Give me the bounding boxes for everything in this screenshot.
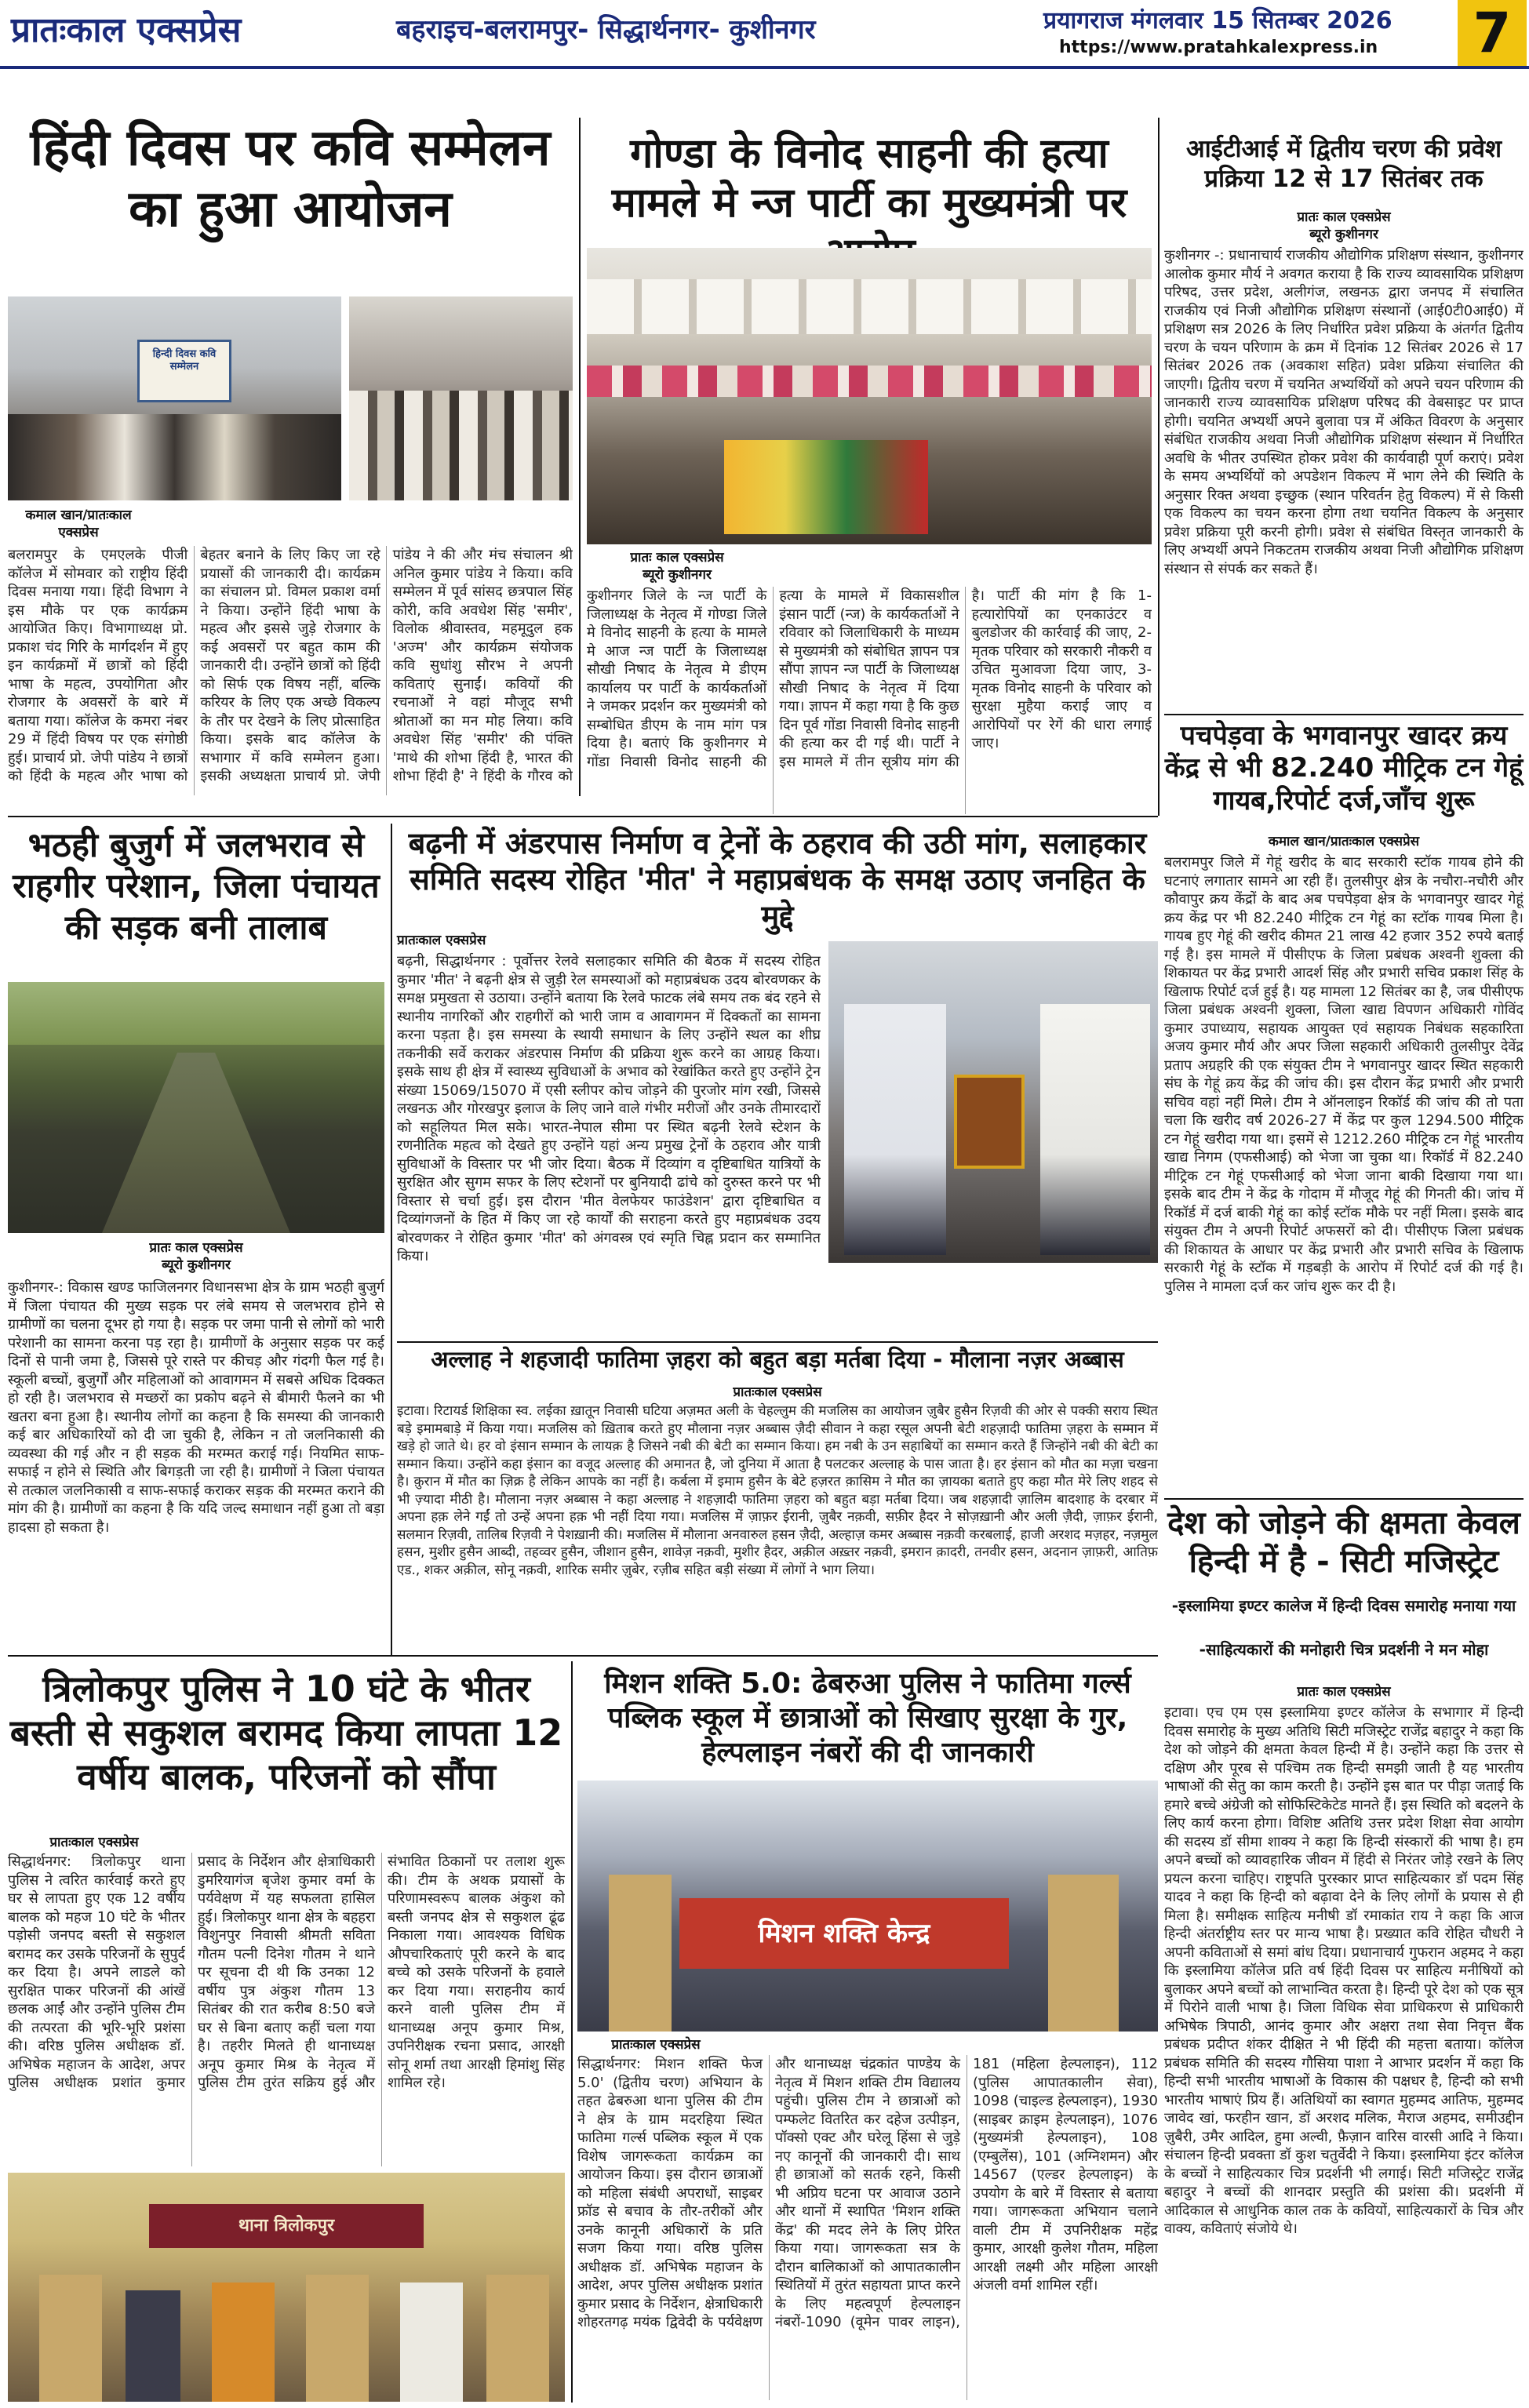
body-a9: सिद्धार्थनगर: त्रिलोकपुर थाना पुलिस ने त्वरित कार्रवाई करते हुए घर से लापता हुए एक 12 वर्षीय बालक को महज 10 घंटे के भीतर पड़ोसी जनपद बस्ती से सकुशल बरामद कर उसके परिजनों के सुपुर्द कर दिया है। अपने लाडले को सुरक्षित पाकर परिजनों की आंखें छलक आईं और उन्होंने पुलिस टीम की तत्परता की भूरि-भूरि प्रशंसा की। वरिष्ठ पुलिस अधीक्षक डॉ. अभिषेक महाजन के आदेश, अपर पुलिस अधीक्षक प्रशांत कुमार प्रसाद के निर्देशन और क्षेत्राधिकारी डुमरियागंज बृजेश कुमार वर्मा के पर्यवेक्षण में यह सफलता हासिल हुई। त्रिलोकपुर थाना क्षेत्र के बहहरा विशुनपुर निवासी श्रीमती सविता गौतम पत्नी दिनेश गौतम ने थाने पर सूचना दी थी कि उनका 12 वर्षीय पुत्र अंकुश गौतम 13 सितंबर की रात करीब 8:50 बजे घर से बिना बताए कहीं चला गया है। तहरीर मिलते ही थानाध्यक्ष अनूप कुमार मिश्र के नेतृत्व में पुलिस टीम तुरंत सक्रिय हुई और संभावित ठिकानों पर तलाश शुरू की। टीम के अथक प्रयासों के परिणामस्वरूप बालक अंकुश को बस्ती जनपद क्षेत्र से सकुशल ढूंढ निकाला गया। आवश्यक विधिक औपचारिकताएं पूरी करने के बाद बच्चे को उसके परिजनों के हवाले कर दिया गया। सराहनीय कार्य करने वाली पुलिस टीम में थानाध्यक्ष अनूप कुमार मिश्र, उपनिरीक्षक रचना प्रसाद, आरक्षी सोनू शर्मा तथा आरक्षी हिमांशु सिंह शामिल रहे। xyxy=(8,1853,565,2091)
byline-a7: प्रातःकाल एक्सप्रेस xyxy=(733,1384,822,1400)
subhead-a8-2: -साहित्यकारों की मनोहारी चित्र प्रदर्शनी ने मन मोहा xyxy=(1199,1640,1489,1659)
police-station-board: थाना त्रिलोकपुर xyxy=(149,2204,424,2248)
award-ceremony-photo xyxy=(828,941,1158,1263)
event-banner xyxy=(137,340,231,402)
byline-a1: कमाल खान/प्रातःकाल एक्सप्रेस xyxy=(25,507,132,540)
vip-protest-photo xyxy=(587,248,1152,544)
headline-hindi-diwas: हिंदी दिवस पर कवि सम्मेलन का हुआ आयोजन xyxy=(30,119,551,239)
body-a7: इटावा। रिटायर्ड शिक्षिका स्व. लईका ख़ातून निवासी घटिया अज़मत अली के चेहल्लुम की मजलिस का आयोजन ज़ुबैर हुसैन रिज़वी की ओर से पक्की सराय स्थित बड़े इमामबाड़े में किया गया। मजलिस को ख़िताब करते हुए मौलाना नज़र अब्बास ज़ैदी सीवान ने कहा रसूल अपनी बेटी शहज़ादी फातिमा ज़हरा के सम्मान में खड़े हो जाते थे। हर वो इंसान सम्मान के लायक़ है जिसने नबी की बेटी का सम्मान किया। हम नबी के उन सहाबियों का सम्मान करते हैं जिन्होंने नबी की बेटी का सम्मान किया। उन्होंने कहा इंसान का वजूद अल्लाह की अमानत है, जो दुनिया में आता है पलटकर अल्लाह के पास जाता है। हर इंसान को मौत का मज़ा चखना है। क़ुरान में मौत का ज़िक्र है लेकिन आपके का नहीं है। कर्बला में इमाम हुसैन के बेटे हज़रत क़ासिम ने मौत का ज़ायका बताते हुए कहा मौत मेरे लिए शहद से भी ज़्यादा मीठी है। मौलाना नज़र अब्बास ने कहा अल्लाह ने शहज़ादी फातिमा ज़हरा को बहुत बड़ा मर्तबा दिया। जब शहज़ादी ज़ालिम बादशाह के दरबार में अपना हक़ लेने गईं तो उन्हें अपना हक़ भी नहीं दिया गया। मजलिस में ज़ाफ़र ईरानी, ज़ुबैर नक़वी, सफ़ीर हैदर ने सोज़ख़ानी और अली ज़ैदी, ज़ाफ़र ईरानी, सलमान रिज़वी, तालिब रिज़वी ने पेशख़ानी की। मजलिस में मौलाना अनवारुल हसन ज़ैदी, अल्हाज़ कमर अब्बास नक़वी करबलाई, हाजी अरशद मज़हर, नज़मुल हसन, मुशीर हुसैन आब्दी, तहव्वर हुसैन, जीशान हुसैन, शावेज़ नक़वी, मुशीर हैदर, अक़ील अख़्तर नक़वी, इमरान क़ादरी, तनवीर हसन, अदनान ज़ाफ़री, आतिफ़ एड., शकर अक़ील, सोनू नक़वी, शारिक समीर ज़ुबेर, रज़ीब सहित बड़ी संख्या में लोगों ने भाग लिया। xyxy=(397,1403,1158,1578)
body-a6-continued xyxy=(828,1266,1158,1337)
headline-iti-admission: आईटीआई में द्वितीय चरण की प्रवेश प्रक्रिया 12 से 17 सितंबर तक xyxy=(1185,135,1502,193)
page-number: 7 xyxy=(1458,0,1527,66)
body-a10: सिद्धार्थनगर: मिशन शक्ति फेज 5.0' (द्वितीय चरण) अभियान के तहत ढेबरुआ थाना पुलिस की टीम ने क्षेत्र के ग्राम मदरहिया स्थित फातिमा गर्ल्स पब्लिक स्कूल में एक विशेष जागरूकता कार्यक्रम का आयोजन किया। इस दौरान छात्राओं को महिला संबंधी अपराधों, साइबर फ्रॉड से बचाव के तौर-तरीकों और उनके कानूनी अधिकारों के प्रति सजग किया गया। वरिष्ठ पुलिस अधीक्षक डॉ. अभिषेक महाजन के आदेश, अपर पुलिस अधीक्षक प्रशांत कुमार प्रसाद के निर्देशन, क्षेत्राधिकारी शोहरतगढ़ मयंक द्विवेदी के पर्यवेक्षण और थानाध्यक्ष चंद्रकांत पाण्डेय के नेतृत्व में मिशन शक्ति टीम विद्यालय पहुंची। पुलिस टीम ने छात्राओं को पम्फलेट वितरित कर दहेज उत्पीड़न, पॉक्सो एक्ट और घरेलू हिंसा से जुड़े नए कानूनों की जानकारी दी। साथ ही छात्राओं को सतर्क रहने, किसी भी अप्रिय घटना पर आवाज उठाने और थानों में स्थापित 'मिशन शक्ति केंद्र' की मदद लेने के लिए प्रेरित किया गया। जागरूकता सत्र के दौरान बालिकाओं को आपातकालीन स्थितियों में तुरंत सहायता प्राप्त करने के लिए महत्वपूर्ण हेल्पलाइन नंबरों-1090 (वूमेन पावर लाइन), 181 (महिला हेल्पलाइन), 112 (पुलिस आपातकालीन सेवा), 1098 (चाइल्ड हेल्पलाइन), 1930 (साइबर क्राइम हेल्पलाइन), 1076 (मुख्यमंत्री हेल्पलाइन), 108 (एम्बुलेंस), 101 (अग्निशमन) और 14567 (एल्डर हेल्पलाइन) के उपयोग के बारे में विस्तार से बताया गया। जागरूकता अभियान चलाने वाली टीम में उपनिरीक्षक महेंद्र कुमार, आरक्षी कुलेश गौतम, महिला आरक्षी लक्ष्मी और महिला आरक्षी अंजली वर्मा शामिल रहीं। xyxy=(577,2056,1158,2330)
waterlogged-road-photo xyxy=(8,982,384,1233)
byline-a2-source: प्रातः काल एक्सप्रेस xyxy=(630,550,724,566)
subhead-a8-1: -इस्लामिया इण्टर कालेज में हिन्दी दिवस समारोह मनाया गया xyxy=(1171,1596,1516,1615)
newspaper-brand: प्रातःकाल एक्सप्रेस xyxy=(6,5,320,56)
byline-a6: प्रातःकाल एक्सप्रेस xyxy=(397,933,486,948)
byline-a4: कमाल खान/प्रातःकाल एक्सप्रेस xyxy=(1268,834,1420,849)
byline-a3 xyxy=(1164,209,1524,245)
mission-shakti-banner: मिशन शक्ति केन्द्र xyxy=(679,1898,1009,1969)
byline-a2-bureau: ब्यूरो कुशीनगर xyxy=(643,567,712,583)
body-a2: कुशीनगर जिले के न्ज पार्टी के जिलाध्यक्ष के नेतृत्व में गोण्डा जिले मे विनोद साहनी के हत्या के मामले मे आज न्ज पार्टी के जिलाध्यक्ष सौखी निषाद के नेतृत्व मे डीएम कार्यालय पर पार्टी के कार्यकर्ताओं ने जमकर प्रदर्शन कर मुख्यमंत्री को सम्बोधित डीएम के नाम मांग पत्र दिया है। बताएं कि कुशीनगर मे गोंडा निवासी विनोद साहनी की हत्या के मामले में विकासशील इंसान पार्टी (न्ज) के कार्यकर्ताओं ने रविवार को जिलाधिकारी के माध्यम से मुख्यमंत्री को संबोधित ज्ञापन पत्र सौंपा ज्ञापन न्ज पार्टी के जिलाध्यक्ष सौखी निषाद के नेतृत्व में दिया गया। ज्ञापन में कहा गया है कि कुछ दिन पूर्व गोंडा निवासी विनोद साहनी की हत्या कर दी गई थी। पार्टी ने इस मामले में तीन सूत्रीय मांग की है। पार्टी की मांग है कि 1- हत्यारोपियों का एनकाउंटर व बुलडोजर की कार्रवाई की जाए, 2- मृतक परिवार को सरकारी नौकरी व उचित मुआवजा दिया जाए, 3- मृतक विनोद साहनी के परिवार को सुरक्षा मुहैया कराई जाए व आरोपियों पर रेगें की धारा लगाई जाए। xyxy=(587,587,1152,770)
hindi-diwas-audience-photo xyxy=(349,296,573,500)
body-a4: बलरामपुर जिले में गेहूं खरीद के बाद सरकारी स्टॉक गायब होने की घटनाएं लगातार सामने आ रही हैं। तुलसीपुर क्षेत्र के नचौरा-नचौरी और कौवापुर क्रय केंद्रों के बाद अब पचपेड़वा क्षेत्र के भगवानपुर खादर गेहूं क्रय केंद्र पर भी 82.240 मीट्रिक टन गेहूं का स्टॉक गायब मिला है। गायब हुए गेहूं की खरीद कीमत 21 लाख 42 हजार 352 रुपये बताई गई है। इस मामले में पीसीएफ के जिला प्रबंधक अश्वनी शुक्ला की शिकायत पर केंद्र प्रभारी आदर्श सिंह और प्रभारी सचिव प्रकाश सिंह के खिलाफ रिपोर्ट दर्ज हुई है। यह मामला 12 सितंबर का है, जब पीसीएफ जिला प्रबंधक अश्वनी शुक्ला, जिला खाद्य विपणन अधिकारी गोविंद कुमार उपाध्याय, सहायक आयुक्त एवं सहायक निबंधक सहकारिता अजय कुमार मौर्य और अपर जिला सहकारी अधिकारी तुलसीपुर देवेंद्र प्रताप अग्रहरि की एक संयुक्त टीम ने भगवानपुर खादर स्थित सहकारी संघ के गेहूं क्रय केंद्र की जांच की। इस दौरान केंद्र प्रभारी और प्रभारी सचिव वहां नहीं मिले। टीम ने ऑनलाइन रिकॉर्ड की जांच की तो पता चला कि खरीद वर्ष 2026-27 में केंद्र पर कुल 1294.500 मीट्रिक टन गेहूं खरीदा गया था। इसमें से 1212.260 मीट्रिक टन गेहूं भारतीय खाद्य निगम (एफसीआई) को भेजा जा चुका था। रिकॉर्ड में 82.240 मीट्रिक टन गेहूं एफसीआई को भेजा जाना बाकी दिखाया गया था। इसके बाद टीम ने केंद्र के गोदाम में मौजूद गेहूं की गिनती की। जांच में रिकॉर्ड में दर्ज बाकी गेहूं का कोई स्टॉक मौके पर नहीं मिला। इसके बाद संयुक्त टीम ने अपनी रिपोर्ट अफसरों को दी। पीसीएफ जिला प्रबंधक की शिकायत के आधार पर केंद्र प्रभारी और प्रभारी सचिव के खिलाफ सरकारी गेहूं के स्टॉक में गड़बड़ी के आरोप में रिपोर्ट दर्ज की गई है। पुलिस ने मामला दर्ज कर जांच शुरू कर दी है। xyxy=(1164,854,1524,1295)
byline-a2 xyxy=(587,549,767,587)
byline-a5-bureau: ब्यूरो कुशीनगर xyxy=(162,1257,231,1273)
edition-date: प्रयागराज मंगलवार 15 सितम्बर 2026 xyxy=(1043,7,1392,35)
headline-wheat-missing: पचपेड़वा के भगवानपुर खादर क्रय केंद्र से भी 82.240 मीट्रिक टन गेहूं गायब,रिपोर्ट दर्ज,जाँच शुरू xyxy=(1164,720,1524,817)
banner-text: हिन्दी दिवस कवि सम्मेलन xyxy=(152,348,217,373)
headline-city-magistrate: देश को जोड़ने की क्षमता केवल हिन्दी में है - सिटी मजिस्ट्रेट xyxy=(1167,1505,1520,1580)
body-a5: कुशीनगर-: विकास खण्ड फाजिलनगर विधानसभा क्षेत्र के ग्राम भठही बुजुर्ग में जिला पंचायत की मुख्य सड़क पर लंबे समय से जलभराव होने से ग्रामीणों का चलना दूभर हो गया है। सड़क पर जमा पानी से लोगों को भारी परेशानी का सामना करना पड़ रहा है। ग्रामीणों के अनुसार सड़क पर कई दिनों से पानी जमा है, जिससे पूरे रास्ते पर कीचड़ और गंदगी फैल गई है। स्कूली बच्चों, बुजुर्गों और महिलाओं को आवागमन में सबसे अधिक दिक्कत हो रही है। जलभराव से मच्छरों का प्रकोप बढ़ने से बीमारी फैलने का भी खतरा बना हुआ है। स्थानीय लोगों का कहना है कि समस्या की जानकारी कई बार अधिकारियों को दी जा चुकी है, लेकिन न तो जलनिकासी की व्यवस्था की गई और न ही सड़क की मरम्मत कराई गई। नियमित साफ-सफाई न होने से स्थिति और बिगड़ती जा रही है। ग्रामीणों ने जिला पंचायत से तत्काल जलनिकासी व साफ-सफाई कराकर सड़क की मरम्मत कराने की मांग की है। ग्रामीणों का कहना है कि यदि जल्द समाधान नहीं हुआ तो बड़ा हादसा हो सकता है। xyxy=(8,1279,384,1536)
headline-gonda-murder: गोण्डा के विनोद साहनी की हत्या मामले मे न्ज पार्टी का मुख्यमंत्री पर xyxy=(611,130,1127,227)
byline-a8: प्रातः काल एक्सप्रेस xyxy=(1297,1684,1391,1700)
byline-a10: प्रातःकाल एक्सप्रेस xyxy=(611,2037,701,2053)
headline-waterlogging: भठही बुजुर्ग में जलभराव से राहगीर परेशान, जिला पंचायत की सड़क बनी तालाब xyxy=(13,826,380,948)
byline-a9: प्रातःकाल एक्सप्रेस xyxy=(49,1835,139,1850)
byline-a3-source: प्रातः काल एक्सप्रेस xyxy=(1297,209,1391,225)
byline-a5-source: प्रातः काल एक्सप्रेस xyxy=(149,1240,243,1256)
byline-a3-bureau: ब्यूरो कुशीनगर xyxy=(1309,227,1378,242)
hindi-diwas-photo xyxy=(8,296,341,500)
police-team-photo xyxy=(8,2173,565,2402)
mission-shakti-photo xyxy=(577,1781,1158,2032)
body-a3: कुशीनगर -: प्रधानाचार्य राजकीय औद्योगिक प्रशिक्षण संस्थान, कुशीनगर आलोक कुमार मौर्य ने अवगत कराया है कि राज्य व्यावसायिक प्रशिक्षण परिषद, उत्तर प्रदेश, अलीगंज, लखनऊ द्वारा जनपद में संचालित राजकीय एवं निजी औद्योगिक प्रशिक्षण संस्थानों (आई0टी0आई0) में प्रशिक्षण सत्र 2026 के लिए निर्धारित प्रवेश प्रक्रिया के अंतर्गत द्वितीय चरण के चयन परिणाम के क्रम में दिनांक 12 सितंबर 2026 से 17 सितंबर 2026 तक (अवकाश सहित) प्रवेश प्रक्रिया संचालित की जाएगी। द्वितीय चरण में चयनित अभ्यर्थियों को अपने चयन परिणाम की जानकारी राज्य व्यावसायिक प्रशिक्षण परिषद की वेबसाइट पर प्राप्त होगी। चयनित अभ्यर्थी अपने बुलावा पत्र में अंकित विवरण के अनुसार संबंधित राजकीय अथवा निजी औद्योगिक प्रशिक्षण संस्थान में निर्धारित अवधि के भीतर उपस्थित होकर प्रवेश की कार्यवाही पूर्ण कराएं। प्रवेश के समय अभ्यर्थियों को अपडेशन विकल्प में भाग लेने की स्थिति के अनुसार रिक्त अथवा इच्छुक (स्थान परिवर्तन हेतु विकल्प) में से किसी एक विकल्प का चयन करना होगा तथा चयनित विकल्प के अनुसार प्रवेश प्रक्रिया पूरी करनी होगी। प्रवेश से संबंधित विस्तृत जानकारी के लिए अभ्यर्थी अपने निकटतम राजकीय अथवा निजी औद्योगिक प्रशिक्षण संस्थान से संपर्क कर सकते हैं। xyxy=(1164,247,1524,577)
byline-a5 xyxy=(8,1239,384,1277)
headline-maulana: अल्लाह ने शहजादी फातिमा ज़हरा को बहुत बड़ा मर्तबा दिया - मौलाना नज़र अब्बास xyxy=(431,1346,1124,1373)
headline-trilokpur-police: त्रिलोकपुर पुलिस ने 10 घंटे के भीतर बस्ती से सकुशल बरामद किया लापता 12 वर्षीय बालक, परिजनों को सौंपा xyxy=(9,1668,563,1799)
website-link[interactable]: https://www.pratahkalexpress.in xyxy=(1059,38,1378,57)
body-a6: बढ़नी, सिद्धार्थनगर : पूर्वोत्तर रेलवे सलाहकार समिति की बैठक में सदस्य रोहित कुमार 'मीत' ने बढ़नी क्षेत्र से जुड़ी रेल समस्याओं को महाप्रबंधक उदय बोरवणकर के समक्ष प्रमुखता से उठाया। उन्होंने बताया कि रेलवे फाटक लंबे समय तक बंद रहने से स्थानीय नागरिकों और राहगीरों को भारी जाम व आवागमन में दिक्कतों का सामना करना पड़ता है। इस समस्या के स्थायी समाधान के लिए उन्होंने स्थल का शीघ्र तकनीकी सर्वे कराकर अंडरपास निर्माण की प्रक्रिया शुरू करने का आग्रह किया। इसके साथ ही क्षेत्र में स्वास्थ्य सुविधाओं के अभाव को रेखांकित करते हुए उन्होंने ट्रेन संख्या 15069/15070 में एसी स्लीपर कोच जोड़ने की पुरजोर मांग रखी, जिससे लखनऊ और गोरखपुर इलाज के लिए जाने वाले गंभीर मरीजों और उनके तीमारदारों को सहूलियत मिल सके। भारत-नेपाल सीमा पर स्थित बढ़नी रेलवे स्टेशन के रणनीतिक महत्व को देखते हुए उन्होंने यहां अन्य प्रमुख ट्रेनों के ठहराव और यात्री सुविधाओं के विस्तार पर भी जोर दिया। बैठक में दिव्यांग व दृष्टिबाधित यात्रियों के सुरक्षित और सुगम सफर के लिए स्टेशनों पर बुनियादी ढांचे को दुरुस्त करने पर भी विस्तार से चर्चा हुई। इस दौरान 'मीत वेलफेयर फाउंडेशन' द्वारा दृष्टिबाधित व दिव्यांगजनों के हित में किए जा रहे कार्यों की सराहना करते हुए महाप्रबंधक उदय बोरवणकर ने रोहित कुमार 'मीत' को अंगवस्त्र एवं स्मृति चिह्न प्रदान कर सम्मानित किया। xyxy=(397,953,821,1264)
edition-cities: बहराइच-बलरामपुर- सिद्धार्थनगर- कुशीनगर xyxy=(396,14,816,45)
body-a1: बलरामपुर के एमएलके पीजी कॉलेज में सोमवार को राष्ट्रीय हिंदी दिवस मनाया गया। हिंदी विभाग ने इस मौके पर एक कार्यक्रम आयोजित किए। विभागाध्यक्ष प्रो. प्रकाश चंद गिरि के मार्गदर्शन में हुए इन कार्यक्रमों में छात्रों को हिंदी भाषा के महत्व, उपयोगिता और रोजगार के अवसरों के बारे में बताया गया। कॉलेज के कमरा नंबर 29 में हिंदी विषय पर एक संगोष्ठी हुई। प्राचार्य प्रो. जेपी पांडेय ने छात्रों को हिंदी के महत्व और भाषा को बेहतर बनाने के लिए किए जा रहे प्रयासों की जानकारी दी। कार्यक्रम का संचालन प्रो. विमल प्रकाश वर्मा ने किया। उन्होंने हिंदी भाषा के महत्व और इससे जुड़े रोजगार के कई अवसरों पर बहुत काम की जानकारी दी। उन्होंने छात्रों को हिंदी को सिर्फ एक विषय नहीं, बल्कि करियर के लिए एक अच्छे विकल्प के तौर पर देखने के लिए प्रोत्साहित किया। इसके बाद कॉलेज के सभागार में कवि सम्मेलन हुआ। इसकी अध्यक्षता प्राचार्य प्रो. जेपी पांडेय ने की और मंच संचालन श्री अनिल कुमार पांडेय ने किया। कवि सम्मेलन में पूर्व सांसद छत्रपाल सिंह कोरी, कवि अवधेश सिंह 'समीर', विलोक श्रीवास्तव, महमूदुल हक 'अज्म' और कार्यक्रम संयोजक कवि सुधांशु सौरभ ने अपनी कविताएं सुनाईं। कवियों की रचनाओं ने वहां मौजूद सभी श्रोताओं का मन मोह लिया। कवि अवधेश सिंह 'समीर' की पंक्ति 'माथे की शोभा हिंदी है, भारत की शोभा हिंदी है' ने हिंदी के गौरव को xyxy=(8,547,573,784)
body-a8: इटावा। एच एम एस इस्लामिया इण्टर कॉलेज के सभागार में हिन्दी दिवस समारोह के मुख्य अतिथि सिटी मजिस्ट्रेट राजेंद्र बहादुर ने कहा कि देश को जोड़ने की क्षमता केवल हिन्दी में है। उन्होंने कहा कि उत्तर से दक्षिण और पूरब से पश्चिम तक हिन्दी समझी जाती है यह भारतीय भाषाओं की सेतु का काम करती है। उन्होंने इस बात पर पीड़ा जताई कि हमारे बच्चे अंग्रेजी को सोफिस्टिकेटेड मानते हैं। इस स्थिति को बदलने के लिए कार्य करना होगा। विशिष्ट अतिथि उत्तर प्रदेश शिक्षा सेवा आयोग की सदस्य डॉ सीमा शाक्य ने कहा कि हिन्दी संस्कारों की भाषा है। हम अपने बच्चों को व्यावहारिक जीवन में हिंदी से निरंतर जोड़े रखने के लिए प्रयत्न करना चाहिए। राष्ट्रपति पुरस्कार प्राप्त साहित्यकार डॉ पदम सिंह यादव ने कहा कि हिन्दी को बढ़ावा देने के लिए लोगों के प्रयास से ही मिला है। समीक्षक साहित्य मनीषी डॉ रमाकांत राय ने कहा कि आज हिन्दी अंतर्राष्ट्रीय स्तर पर मान्य भाषा है। प्रख्यात कवि रोहित चौधरी ने अपनी कविताओं से समां बांध दिया। प्रधानाचार्य गुफरान अहमद ने कहा कि इस्लामिया कॉलेज प्रति वर्ष हिंदी दिवस पर साहित्य मनीषियों को बुलाकर अपने बच्चों को लाभान्वित करता है। हिन्दी पूरे देश को एक सूत्र में पिरोने वाली भाषा है। जिला विधिक सेवा प्राधिकरण से प्राधिकारी अभिषेक त्रिपाठी, आनंद कुमार और अक्षरा तथा सेवा निवृत्त बैंक प्रबंधक प्रदीप्त शंकर दीक्षित ने भी हिंदी की महत्ता बताया। कॉलेज प्रबंधक समिति की सदस्य गौसिया पाशा ने आभार प्रदर्शन में कहा कि हिन्दी सभी भारतीय भाषाओं के विकास की पक्षधर है, हिन्दी को सभी भारतीय भाषाएं प्रिय हैं। अतिथियों का स्वागत मुहम्मद आतिफ, मुहम्मद जावेद खां, फरहीन खान, डॉ अरशद मलिक, मैराज अहमद, समीउद्दीन ज़ुबैरी, उमैर आदिल, हुमा अल्वी, फ़ैज़ान वारिस वारसी आदि ने किया। संचालन हिन्दी प्रवक्ता डॉ कुश चतुर्वेदी ने किया। इस्लामिया इंटर कॉलेज के बच्चों ने साहित्यकार चित्र प्रदर्शनी भी लगाई। सिटी मजिस्ट्रेट राजेंद्र बहादुर ने बच्चों की शानदार प्रस्तुति की प्रशंसा की। प्रदर्शनी में आदिकाल से आधुनिक काल तक के कवियों, साहित्यकारों के चित्र और वाक्य, कविताएं संजोये थे। xyxy=(1164,1704,1524,2237)
headline-badhni-underpass: बढ़नी में अंडरपास निर्माण व ट्रेनों के ठहराव की उठी मांग, सलाहकार समिति सदस्य रोहित 'मीत' ने महाप्रबंधक के समक्ष उठाए जनहित के मुद्दे xyxy=(408,826,1147,933)
headline-mission-shakti: मिशन शक्ति 5.0: ढेबरुआ पुलिस ने फातिमा गर्ल्स पब्लिक स्कूल में छात्राओं को सिखाए सुरक्षा के गुर, हेल्पलाइन नंबरों की दी जानकारी xyxy=(604,1668,1131,1769)
